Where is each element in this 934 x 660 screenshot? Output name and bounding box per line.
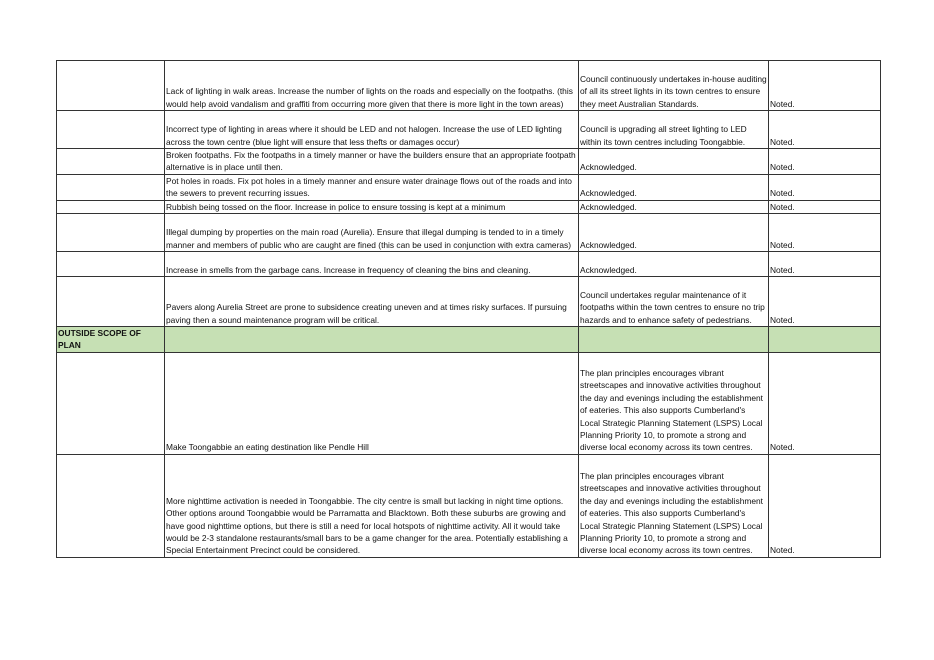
status-cell: Noted. [769,149,881,175]
council-response-cell: Acknowledged. [579,214,769,252]
table-row [57,277,881,327]
council-response-cell: The plan principles encourages vibrant streetscapes and innovative activities throughout the day and evenings including the establishment of eateries. This also supports Cumberland's Local Strategic Planning Statement (LSPS) Local Planning Priority 10, to promote a strong and diverse local economy across its town centres. [579,352,769,454]
table-row [57,111,881,149]
council-response-cell: Acknowledged. [579,252,769,277]
council-response-cell: Acknowledged. [579,174,769,200]
comment-cell: Increase in smells from the garbage cans. Increase in frequency of cleaning the bins and cleaning. [165,252,579,277]
category-cell [57,252,165,277]
status-cell: Noted. [769,111,881,149]
table-row [57,149,881,175]
status-cell: Noted. [769,352,881,454]
table-row [57,174,881,200]
council-response-cell: The plan principles encourages vibrant streetscapes and innovative activities throughout the day and evenings including the establishment of eateries. This also supports Cumberland's Local Strategic Planning Statement (LSPS) Local Planning Priority 10, to promote a strong and diverse local economy across its town centres. [579,454,769,557]
table-row [57,214,881,252]
comment-cell: Lack of lighting in walk areas. Increase the number of lights on the roads and especially on the footpaths. (this would help avoid vandalism and graffiti from occurring more given that there is more light in the town areas) [165,61,579,111]
status-cell: Noted. [769,277,881,327]
consultation-response-table [56,60,881,558]
category-cell [57,200,165,213]
category-cell [57,454,165,557]
category-cell [57,111,165,149]
section-heading: OUTSIDE SCOPE OF PLAN [57,327,165,353]
status-cell: Noted. [769,61,881,111]
section-fill-cell [579,327,769,353]
status-cell: Noted. [769,174,881,200]
council-response-cell: Council is upgrading all street lighting to LED within its town centres including Toongabbie. [579,111,769,149]
status-cell: Noted. [769,252,881,277]
section-fill-cell [165,327,579,353]
comment-cell: Pavers along Aurelia Street are prone to subsidence creating uneven and at times risky surfaces. If pursuing paving then a sound maintenance program will be critical. [165,277,579,327]
council-response-cell: Council continuously undertakes in-house auditing of all its street lights in its town centres to ensure they meet Australian Standards. [579,61,769,111]
category-cell [57,214,165,252]
comment-cell: Pot holes in roads. Fix pot holes in a timely manner and ensure water drainage flows out of the roads and into the sewers to prevent recurring issues. [165,174,579,200]
table-row [57,61,881,111]
table-row [57,454,881,557]
council-response-cell: Acknowledged. [579,200,769,213]
table-row [57,352,881,454]
status-cell: Noted. [769,454,881,557]
comment-cell: Incorrect type of lighting in areas where it should be LED and not halogen. Increase the use of LED lighting across the town centre (blue light will ensure that less thefts or damages occur) [165,111,579,149]
section-fill-cell [769,327,881,353]
section-heading-row [57,327,881,353]
category-cell [57,352,165,454]
table-row [57,252,881,277]
council-response-cell: Council undertakes regular maintenance of it footpaths within the town centres to ensure no trip hazards and to enhance safety of pedestrians. [579,277,769,327]
category-cell [57,174,165,200]
table-row [57,200,881,213]
comment-cell: More nighttime activation is needed in Toongabbie. The city centre is small but lacking in night time options. Other options around Toongabbie would be Parramatta and Blacktown. Both these suburbs are growing and have good nighttime options, but there is still a need for local hotspots of nighttime activity. All it would take would be 2-3 standalone restaurants/small bars to be a game changer for the area. Potentially establishing a Special Entertainment Precinct could be considered. [165,454,579,557]
council-response-cell: Acknowledged. [579,149,769,175]
comment-cell: Rubbish being tossed on the floor. Increase in police to ensure tossing is kept at a minimum [165,200,579,213]
status-cell: Noted. [769,214,881,252]
category-cell [57,61,165,111]
comment-cell: Illegal dumping by properties on the main road (Aurelia). Ensure that illegal dumping is tended to in a timely manner and members of public who are caught are fined (this can be used in conjunction with extra cameras) [165,214,579,252]
status-cell: Noted. [769,200,881,213]
category-cell [57,277,165,327]
category-cell [57,149,165,175]
comment-cell: Make Toongabbie an eating destination like Pendle Hill [165,352,579,454]
comment-cell: Broken footpaths. Fix the footpaths in a timely manner or have the builders ensure that an appropriate footpath alternative is in place until then. [165,149,579,175]
